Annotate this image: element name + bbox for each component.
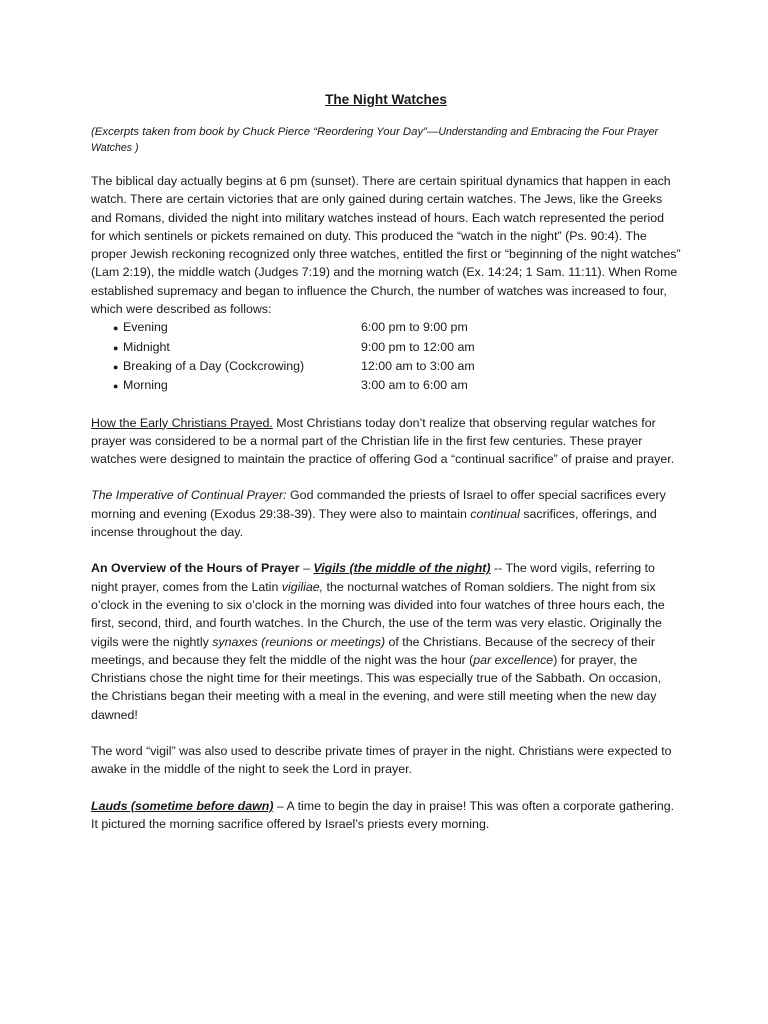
early-christians-heading: How the Early Christians Prayed. [91, 415, 273, 430]
par-excellence-term: par excellence [473, 652, 554, 667]
imperative-italic: continual [470, 506, 520, 521]
overview-heading: An Overview of the Hours of Prayer [91, 561, 300, 576]
watch-list [91, 318, 681, 395]
lauds-heading: Lauds (sometime before dawn) [91, 798, 274, 813]
document-subtitle [91, 124, 681, 156]
subtitle-dash: — [426, 126, 439, 138]
watch-time: 9:00 pm to 12:00 am [361, 339, 475, 354]
synaxes-term: synaxes (reunions or meetings) [212, 634, 386, 649]
imperative-text-2: sacrifices, offerings, and incense throughout the day. [91, 506, 657, 540]
bullet-icon: ● [113, 361, 119, 372]
subtitle-source: (Excerpts taken from book by Chuck Pierce “Reordering Your Day” [91, 126, 427, 138]
early-christians-text: Most Christians today don’t realize that observing regular watches for prayer was considered to be a normal part of the Christian life in the first few centuries. These prayer watches were designed to maintain the practice of offering God a “continual sacrifice” of praise and prayer. [91, 415, 675, 467]
lauds-paragraph [91, 797, 681, 834]
early-christians-paragraph [91, 414, 681, 469]
watch-time: 12:00 am to 3:00 am [361, 358, 475, 373]
bullet-icon: ● [113, 323, 119, 334]
latin-term: vigiliae, [281, 579, 324, 594]
overview-text-4: ) for prayer, the Christians chose the night time for their meetings. This was especially true of the Sabbath. On occasion, the Christians began their meeting with a meal in the evening, and were still meeting when the new day dawned! [91, 652, 662, 722]
list-item [91, 318, 681, 337]
watch-name: Midnight [123, 339, 170, 354]
overview-paragraph [91, 559, 681, 724]
imperative-paragraph [91, 486, 681, 541]
watch-name: Evening [123, 320, 168, 335]
imperative-text-1: God commanded the priests of Israel to offer special sacrifices every morning and evening (Exodus 29:38-39). They were also to maintain [91, 488, 666, 521]
intro-paragraph: The biblical day actually begins at 6 pm (sunset). There are certain spiritual dynamics that happen in each watch. There are certain victories that are only gained during certain watches. The Jews, like the Greeks and Romans, divided the night into military watches instead of hours. Each watch represented the period for which sentinels or pickets remained on duty. This produced the “watch in the night” (Ps. 90:4). The proper Jewish reckoning recognized only three watches, entitled the first or “beginning of the night watches” (Lam 2:19), the middle watch (Judges 7:19) and the morning watch (Ex. 14:24; 1 Sam. 11:11). When Rome established supremacy and began to influence the Church, the number of watches was increased to four, which were described as follows: [91, 174, 681, 317]
vigils-heading: Vigils (the middle of the night) [313, 561, 491, 576]
watch-name: Morning [123, 378, 168, 393]
list-item [91, 357, 681, 376]
imperative-heading: The Imperative of Continual Prayer: [91, 488, 287, 503]
overview-text-3: of the Christians. Because of the secrecy of their meetings, and because they felt the middle of the night was the hour ( [91, 634, 656, 667]
overview-dash: – [299, 561, 314, 576]
list-item [91, 376, 681, 395]
subtitle-description: Understanding and Embracing the Four Prayer Watches ) [91, 126, 659, 154]
watch-time: 3:00 am to 6:00 am [361, 378, 468, 393]
watch-name: Breaking of a Day (Cockcrowing) [123, 358, 305, 373]
watch-time: 6:00 pm to 9:00 pm [361, 320, 468, 335]
bullet-icon: ● [113, 381, 119, 392]
overview-text-1: -- The word vigils, referring to night prayer, comes from the Latin [91, 561, 655, 594]
bullet-icon: ● [113, 342, 119, 353]
document-page [91, 90, 681, 851]
list-item [91, 338, 681, 357]
lauds-text: – A time to begin the day in praise! This was often a corporate gathering. It pictured the morning sacrifice offered by Israel’s priests every morning. [91, 798, 675, 831]
overview-text-2: the nocturnal watches of Roman soldiers. The night from six o’clock in the evening to six o’clock in the morning was divided into four watches of three hours each, the first, second, third, and fourth watches. In the Church, the use of the term was very elastic. Originally the vigils were the nightly [91, 579, 665, 649]
vigil-word-paragraph: The word “vigil” was also used to describe private times of prayer in the night. Christians were expected to awake in the middle of the night to seek the Lord in prayer. [91, 744, 672, 777]
document-title: The Night Watches [325, 92, 447, 107]
